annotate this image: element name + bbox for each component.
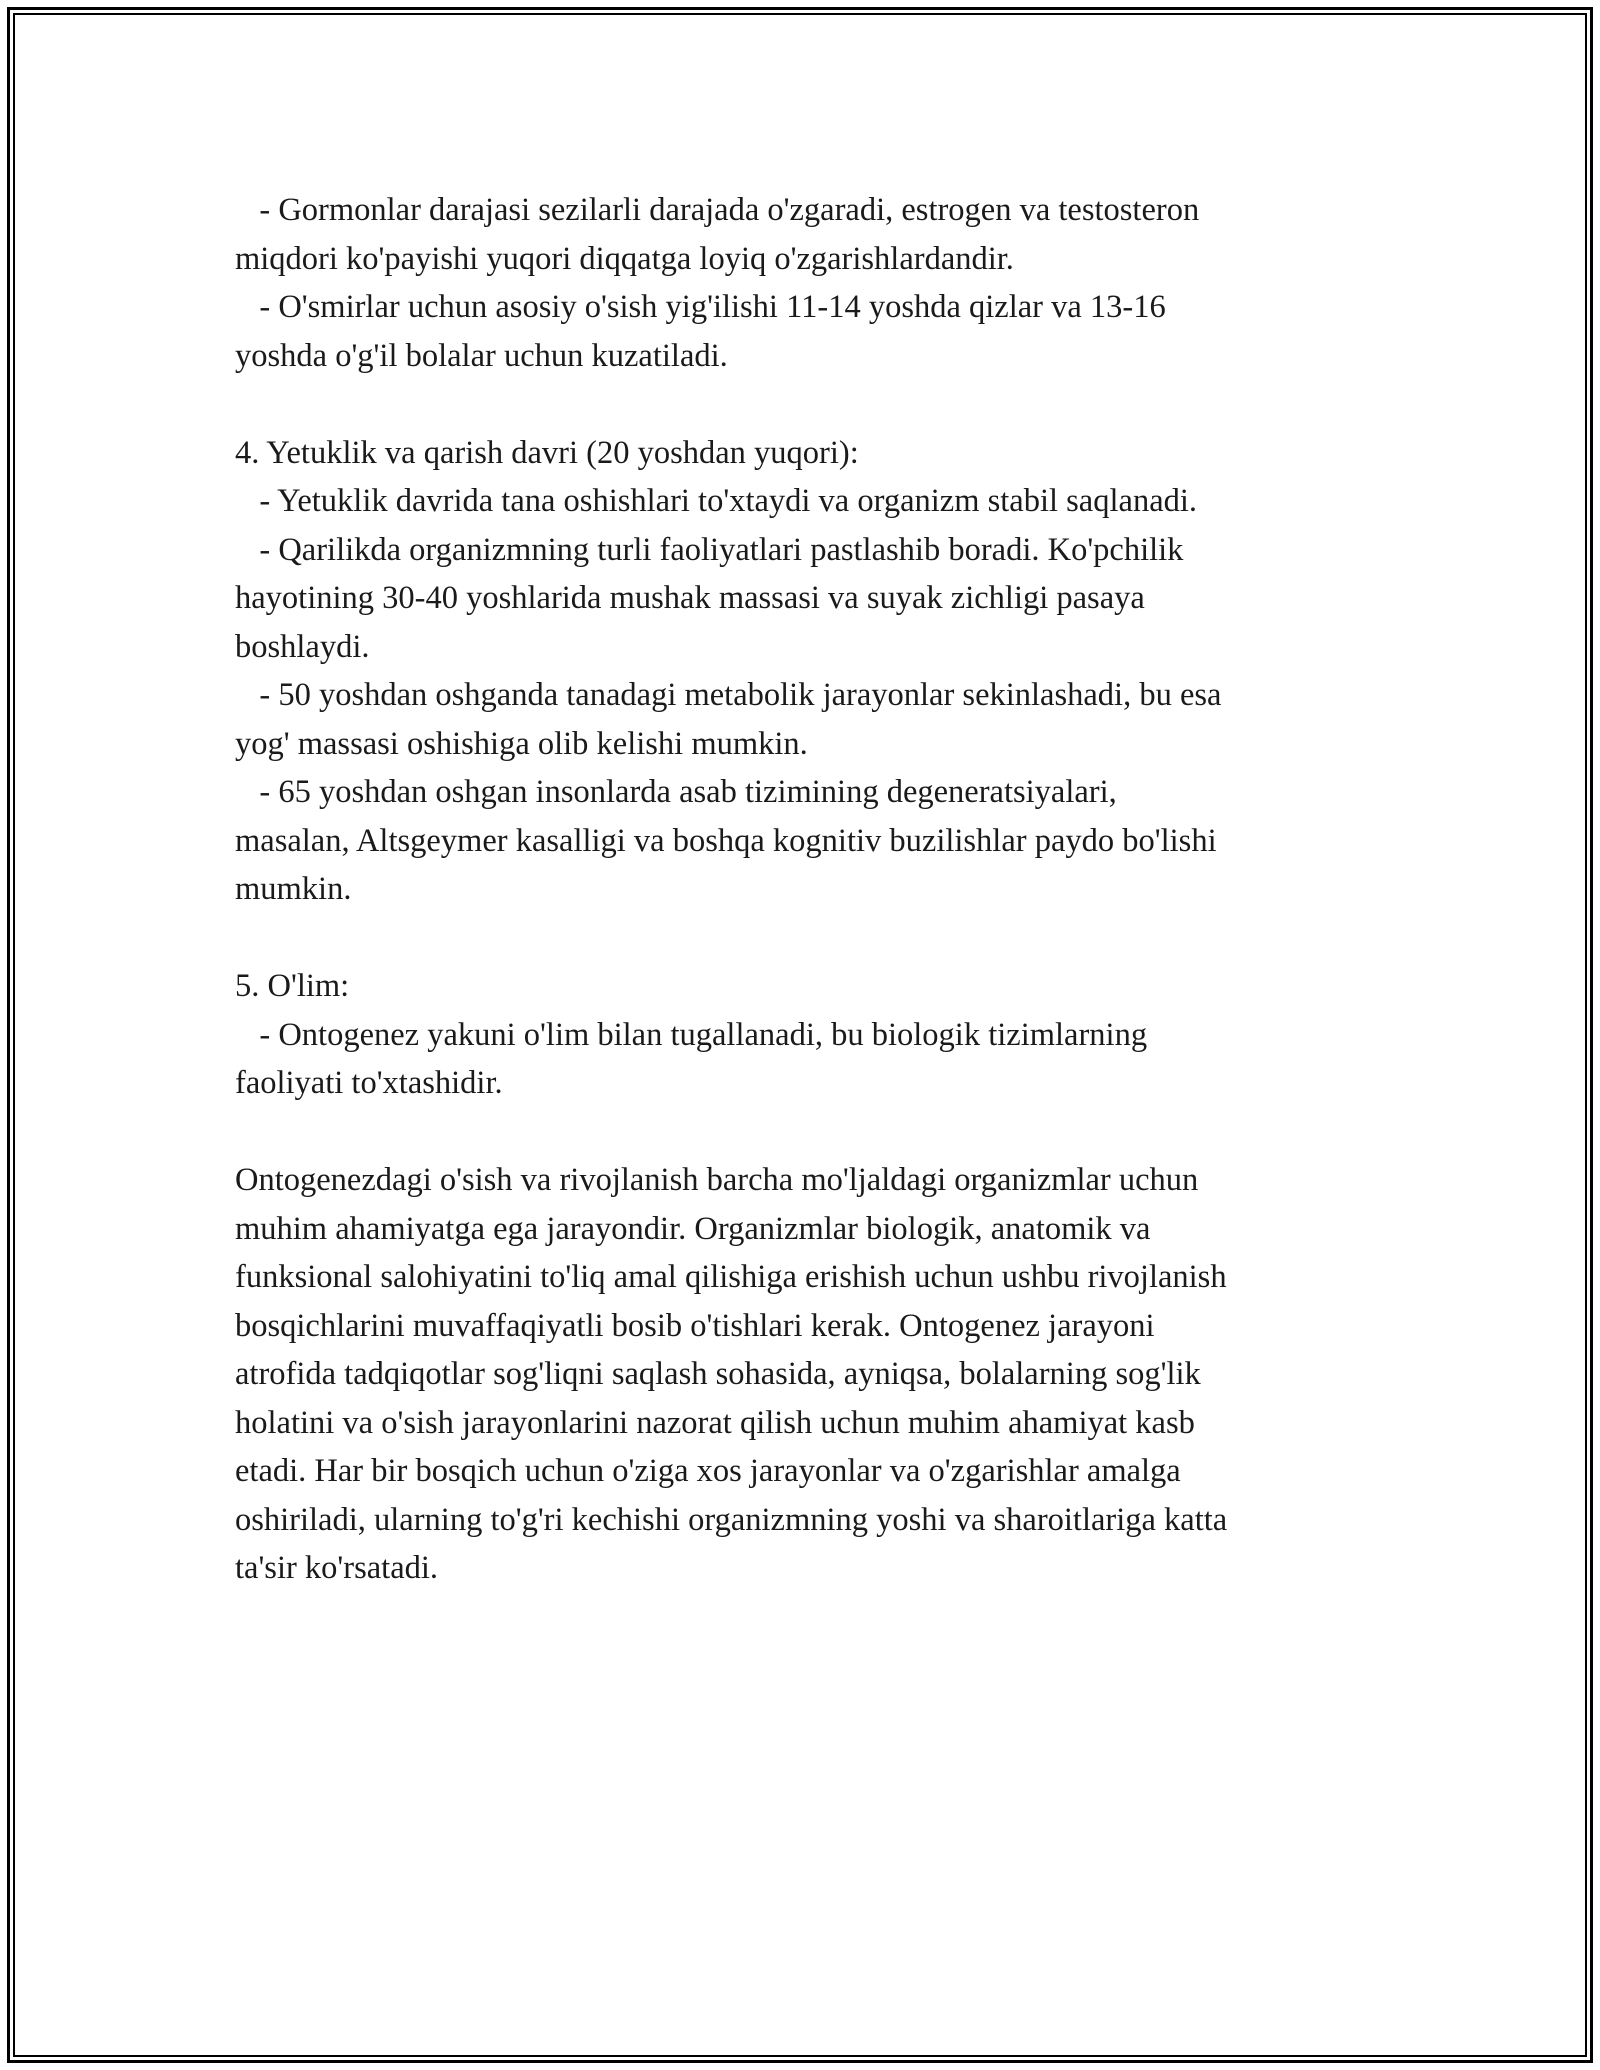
paragraph-gap: [235, 914, 1365, 963]
text-line: - Gormonlar darajasi sezilarli darajada o'zgaradi, estrogen va testosteron: [235, 192, 1200, 228]
text-line: masalan, Altsgeymer kasalligi va boshqa kognitiv buzilishlar paydo bo'lishi: [235, 822, 1217, 859]
text-line: - 65 yoshdan oshgan insonlarda asab tizimining degeneratsiyalari,: [235, 774, 1117, 810]
text-line: hayotining 30-40 yoshlarida mushak massasi va suyak zichligi pasaya: [235, 580, 1145, 616]
text-line: 4. Yetuklik va qarish davri (20 yoshdan yuqori):: [235, 434, 859, 471]
text-line: yog' massasi oshishiga olib kelishi mumkin.: [235, 725, 808, 762]
text-line: bosqichlarini muvaffaqiyatli bosib o'tishlari kerak. Ontogenez jarayoni: [235, 1307, 1155, 1344]
text-line: miqdori ko'payishi yuqori diqqatga loyiq o'zgarishlardandir.: [235, 240, 1014, 277]
text-line: - 50 yoshdan oshganda tanadagi metabolik jarayonlar sekinlashadi, bu esa: [235, 677, 1222, 713]
document-body: [235, 186, 1365, 1593]
text-line: Ontogenezdagi o'sish va rivojlanish barcha mo'ljaldagi organizmlar uchun: [235, 1162, 1199, 1198]
text-line: muhim ahamiyatga ega jarayondir. Organizmlar biologik, anatomik va: [235, 1210, 1151, 1247]
text-line: mumkin.: [235, 871, 352, 907]
text-line: etadi. Har bir bosqich uchun o'ziga xos jarayonlar va o'zgarishlar amalga: [235, 1453, 1181, 1489]
text-line: funksional salohiyatini to'liq amal qilishiga erishish uchun ushbu rivojlanish: [235, 1259, 1227, 1295]
text-block: [235, 429, 1365, 914]
text-line: oshiriladi, ularning to'g'ri kechishi organizmning yoshi va sharoitlariga katta: [235, 1501, 1228, 1538]
text-line: holatini va o'sish jarayonlarini nazorat qilish uchun muhim ahamiyat kasb: [235, 1404, 1195, 1441]
text-line: 5. O'lim:: [235, 968, 350, 1004]
text-line: - O'smirlar uchun asosiy o'sish yig'ilishi 11-14 yoshda qizlar va 13-16: [235, 289, 1166, 325]
text-block: [235, 186, 1365, 380]
text-line: - Ontogenez yakuni o'lim bilan tugallanadi, bu biologik tizimlarning: [235, 1016, 1148, 1053]
text-line: - Qarilikda organizmning turli faoliyatlari pastlashib boradi. Ko'pchilik: [235, 531, 1184, 568]
text-block: [235, 962, 1365, 1108]
text-line: ta'sir ko'rsatadi.: [235, 1550, 439, 1586]
paragraph-gap: [235, 380, 1365, 429]
text-block: [235, 1156, 1365, 1593]
text-line: atrofida tadqiqotlar sog'liqni saqlash sohasida, ayniqsa, bolalarning sog'lik: [235, 1356, 1201, 1392]
text-line: faoliyati to'xtashidir.: [235, 1065, 503, 1101]
text-line: yoshda o'g'il bolalar uchun kuzatiladi.: [235, 337, 728, 374]
text-line: boshlaydi.: [235, 628, 370, 665]
text-line: - Yetuklik davrida tana oshishlari to'xtaydi va organizm stabil saqlanadi.: [235, 483, 1198, 519]
paragraph-gap: [235, 1108, 1365, 1157]
